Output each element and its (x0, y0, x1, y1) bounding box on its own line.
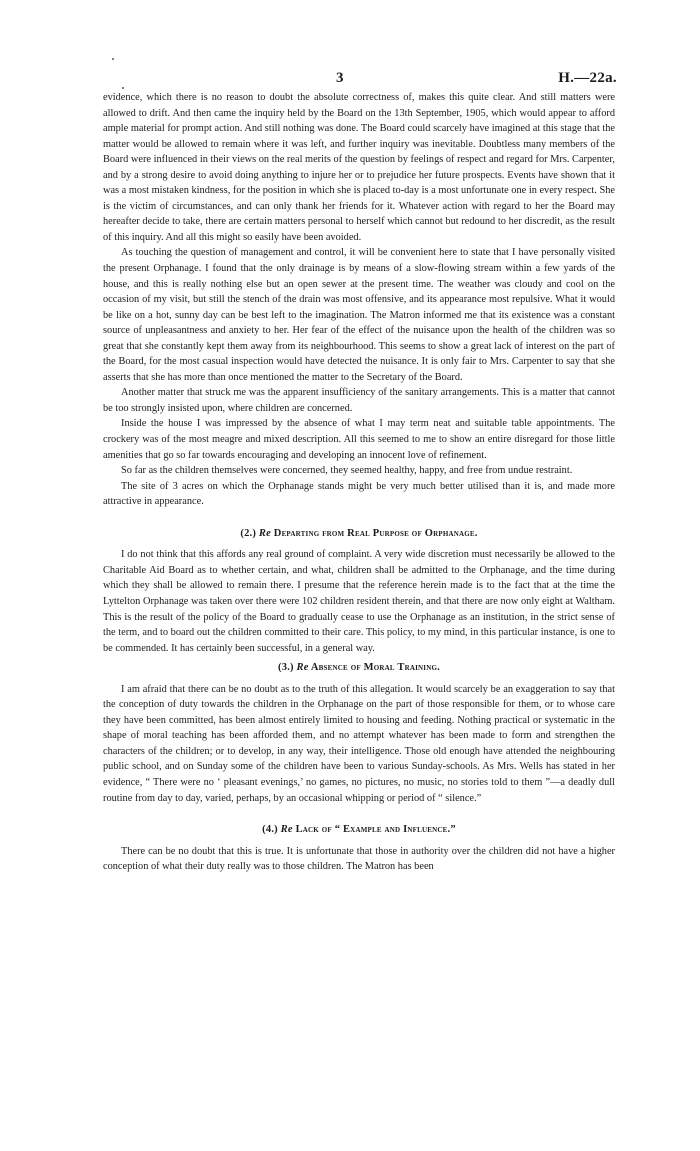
paragraph: evidence, which there is no reason to doubt the absolute correctness of, makes this quite clear. And still matters were allowed to drift. And then came the inquiry held by the Board on the 13th September, 1905, which would appear to afford ample material for prompt action. And still nothing was done. The Board could scarcely have imagined at this stage that the matter would be allowed to remain where it was left, and further inquiry was inevitable. Doubtless many members of the Board were influenced in their views on the real merits of the question by feelings of respect and regard for Mrs. Carpenter, and by a strong desire to avoid doing anything to injure her or to prejudice her future prospects. Events have shown that it was a most mistaken kindness, for the position in which she is placed to-day is a most unfortunate one in every respect. She is the victim of circumstances, and can only thank her friends for it. Whatever action with regard to her the Board may hereafter decide to take, there are certain matters personal to herself which cannot but redound to her discredit, as the result of this inquiry. And all this might so easily have been avoided. (103, 92, 615, 243)
paragraph: I am afraid that there can be no doubt as to the truth of this allegation. It would scarcely be an exaggeration to say that the conception of duty towards the children in the Orphanage on the part of those responsible for them, or to whose care they have been committed, has been almost entirely limited to housing and feeding. Nothing practical or systematic in the shape of moral teaching has been afforded them, and no attempt whatever has been made to form and strengthen the characters of the children; or to develop, in any way, their intelligence. Those old enough have attended the neighbouring public school, and on Sunday some of the children have been to various Sunday-schools. As Mrs. Wells has stated in her evidence, “ There were no ‘ pleasant evenings,’ no games, no pictures, no music, no stories told to them ”—a deadly dull routine from day to day, varied, perhaps, by an occasional whipping or period of “ silence.” (103, 683, 615, 804)
section-number: (4.) (262, 824, 278, 836)
page-header (103, 60, 615, 90)
document-reference: H.—22a. (558, 70, 617, 86)
paragraph: Another matter that struck me was the apparent insufficiency of the sanitary arrangements. This is a matter that cannot be too strongly insisted upon, where children are concerned. (103, 387, 615, 414)
section-number: (2.) (240, 527, 257, 539)
page-number: 3 (336, 70, 344, 86)
section-title: Lack of “ Example and Influence.” (295, 824, 456, 836)
section-heading-3 (103, 660, 615, 676)
paragraph: So far as the children themselves were concerned, they seemed healthy, happy, and free from undue restraint. (121, 465, 573, 477)
section-re: Re (280, 824, 293, 836)
document-body (103, 90, 615, 875)
document-page (103, 60, 615, 875)
paragraph: As touching the question of management and control, it will be convenient here to state that I have personally visited the present Orphanage. I found that the only drainage is by means of a slow-flowing stream within a few yards of the house, and this is really nothing else but an open sewer at the present time. The weather was cloudy and cool on the occasion of my visit, but still the stench of the drain was most offensive, and its appearance most repulsive. What it would be like on a hot, sunny day can be best left to the imagination. The Matron informed me that its existence was a constant source of unpleasantness and anxiety to her. Her fear of the effect of the nuisance upon the health of the children was so great that she constantly kept them away from its neighbourhood. This seems to show a great lack of interest on the part of the Board, for the most casual inspection would have detected the nuisance. It is only fair to Mrs. Carpenter to say that she asserts that she has more than once mentioned the matter to the Secretary of the Board. (103, 247, 615, 383)
paragraph: I do not think that this affords any real ground of complaint. A very wide discretion must necessarily be allowed to the Charitable Aid Board as to whether certain, and what, children shall be admitted to the Orphanage, and the time during which they shall be allowed to remain there. I presume that the reference herein made is to the fact that at the time the Lyttelton Orphanage was taken over there were 102 children resident therein, and that there are now only eight at Waltham. This is the result of the policy of the Board to gradually cease to use the Orphanage as an institution, in the strict sense of the term, and to board out the children committed to their care. This policy, to my mind, in this particular instance, is one to be commended. It has certainly been successful, in a general way. (103, 549, 615, 654)
section-title: Departing from Real Purpose of Orphanage. (273, 527, 478, 539)
paragraph: There can be no doubt that this is true. It is unfortunate that those in authority over the children did not have a higher conception of what their duty really was to those children. The Matron has been (103, 845, 615, 873)
paragraph: Inside the house I was impressed by the absence of what I may term neat and suitable table appointments. The crockery was of the most meagre and mixed description. All this seemed to me to show an entire disregard for those little amenities that go so far towards encouraging and developing an innocent love of refinement. (103, 418, 615, 461)
section-re: Re (296, 662, 309, 674)
paragraph: The site of 3 acres on which the Orphanage stands might be very much better utilised than it is, and made more attractive in appearance. (103, 480, 615, 508)
section-re: Re (258, 527, 271, 539)
section-heading-4 (103, 822, 615, 838)
section-number: (3.) (278, 662, 294, 674)
section-title: Absence of Moral Training. (310, 662, 440, 674)
section-heading-2 (103, 526, 615, 542)
